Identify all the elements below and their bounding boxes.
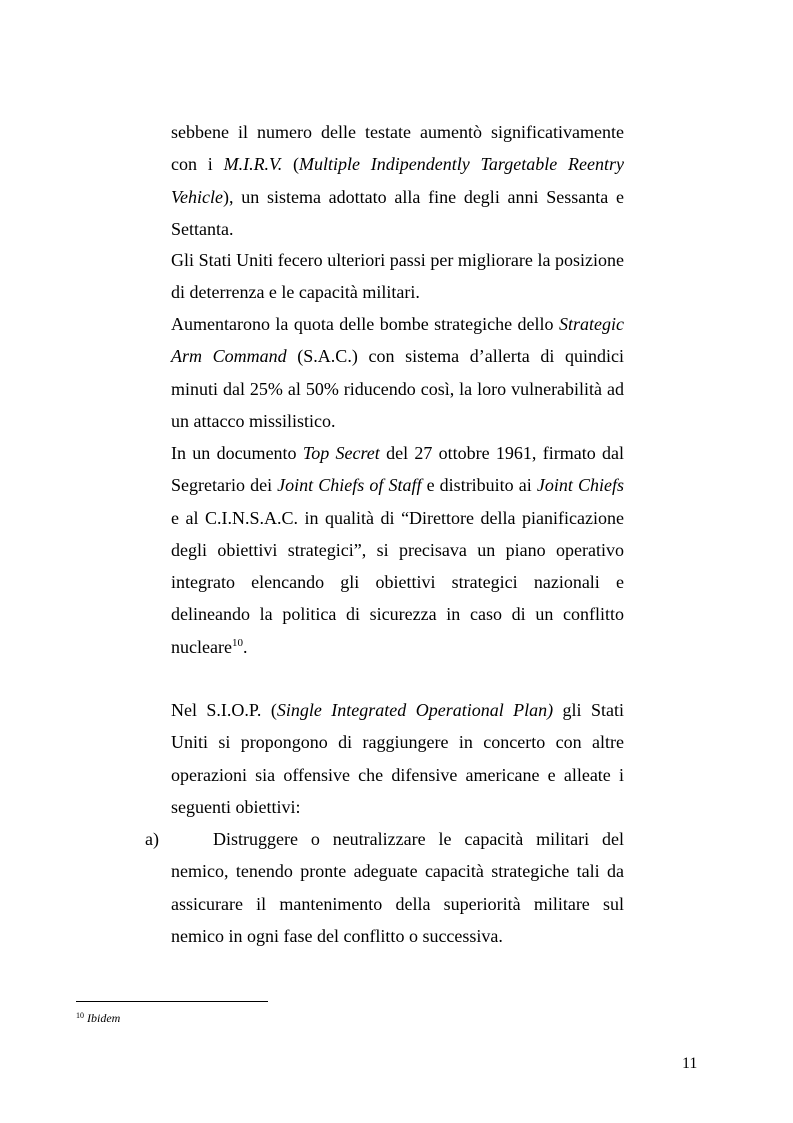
paragraph-siop <box>171 694 624 823</box>
text: ( <box>282 154 300 175</box>
text: sebbene il numero delle testate aumentò significativamente con i <box>171 122 624 175</box>
text: . <box>242 636 248 657</box>
paragraph-mirv <box>171 116 624 245</box>
italic-term: M.I.R.V. <box>223 154 283 175</box>
italic-term: Top Secret <box>302 443 380 463</box>
footnote-number: 10 <box>76 1011 84 1020</box>
italic-term: Strategic Arm Command <box>171 314 624 367</box>
text: e distribuito ai <box>421 475 537 496</box>
paragraph-deterrence: Gli Stati Uniti fecero ulteriori passi per migliorare la posizione di deterrenza e le capacità militari. <box>171 250 624 303</box>
italic-term: Joint Chiefs <box>536 475 624 496</box>
text: del 27 ottobre 1961, firmato dal Segretario dei <box>171 443 624 496</box>
italic-term: Multiple Indipendently Targetable Reentry Vehicle <box>171 154 624 207</box>
footnote-reference[interactable]: 10 <box>231 636 243 649</box>
text: ), un sistema adottato alla fine degli anni Sessanta e Settanta. <box>171 186 624 239</box>
text: Aumentarono la quota delle bombe strategiche dello <box>171 314 559 334</box>
paragraph-sac <box>171 308 624 437</box>
list-item-marker: a) <box>145 829 159 849</box>
footnote <box>76 1011 120 1026</box>
footnote-divider <box>76 1001 268 1002</box>
text: gli Stati Uniti si propongono di raggiungere in concerto con altre operazioni sia offensive che difensive americane e alleate i seguenti obiettivi: <box>171 700 624 817</box>
text: In un documento <box>171 443 303 463</box>
footnote-text: Ibidem <box>87 1011 121 1025</box>
list-item-a: Distruggere o neutralizzare le capacità militari del nemico, tenendo pronte adeguate capacità strategiche tali da assicurare il mantenimento della superiorità militare sul nemico in ogni fase del conflitto o successiva. <box>171 829 624 946</box>
page-number: 11 <box>682 1055 698 1072</box>
paragraph-top-secret <box>171 437 624 663</box>
text: (S.A.C.) con sistema d’allerta di quindici minuti dal 25% al 50% riducendo così, la loro vulnerabilità ad un attacco missilistico. <box>171 346 624 431</box>
italic-term: Joint Chiefs of Staff <box>277 475 422 496</box>
text: e al C.I.N.S.A.C. in qualità di “Direttore della pianificazione degli obiettivi strategici”, si precisava un piano operativo integrato elencando gli obiettivi strategici nazionali e delineando la politica di sicurezza in caso di un conflitto nucleare <box>171 507 624 657</box>
text: Nel S.I.O.P. ( <box>171 700 277 720</box>
italic-term: Single Integrated Operational Plan) <box>276 700 554 720</box>
